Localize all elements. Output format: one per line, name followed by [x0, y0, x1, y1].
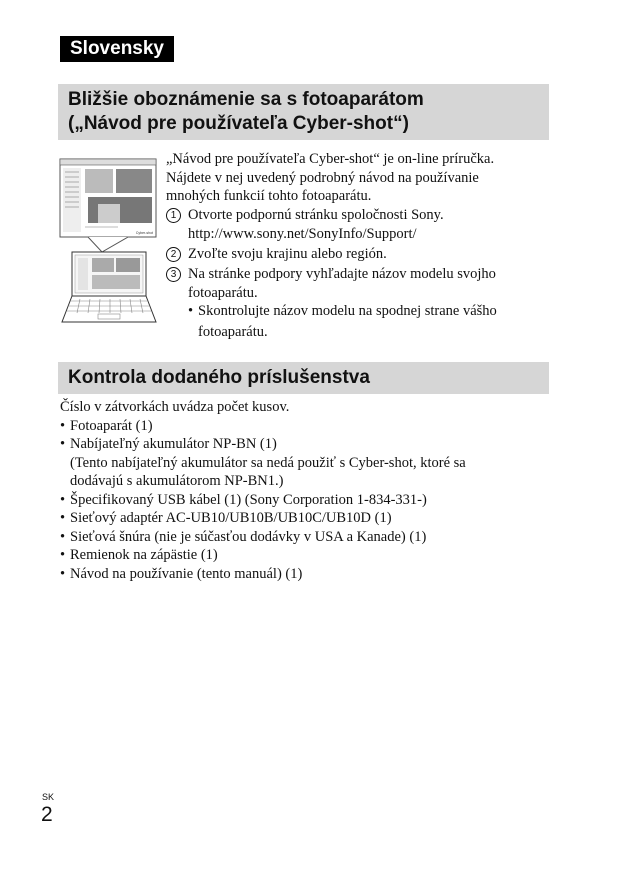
step-3 — [166, 265, 556, 302]
step-number-2: 2 — [166, 247, 181, 262]
bullet-dot: • — [60, 547, 66, 563]
bullet-dot: • — [60, 491, 66, 508]
intro-paragraph — [166, 150, 556, 206]
illustration-label: Cyber-shot — [135, 231, 153, 235]
intro-line: „Návod pre používateľa Cyber-shot“ je on-line príručka. — [166, 151, 495, 167]
bullet-dot: • — [60, 510, 66, 526]
page-number: 2 — [41, 803, 53, 826]
bullet-dot: • — [60, 417, 66, 434]
footer-language-code: SK — [42, 792, 55, 802]
sub-bullet-line: Skontrolujte názov modelu na spodnej strane vášho — [198, 303, 497, 319]
step-3-text: Na stránke podpory vyhľadajte názov modelu svojho — [188, 266, 496, 282]
step-1 — [166, 206, 556, 243]
step-number-1: 1 — [166, 208, 181, 223]
item-text: Nabíjateľný akumulátor NP-BN (1) — [70, 436, 277, 452]
list-item — [60, 565, 560, 584]
item-subtext: dodávajú s akumulátorom NP-BN1.) — [70, 473, 284, 489]
bullet-dot: • — [60, 436, 66, 452]
accessories-lead: Číslo v zátvorkách uvádza počet kusov. — [60, 399, 290, 415]
item-text: Špecifikovaný USB kábel (1) (Sony Corporation 1-834-331-) — [70, 491, 427, 508]
step-1-text: Otvorte podpornú stránku spoločnosti Sony. — [188, 207, 444, 223]
bullet-dot: • — [60, 565, 66, 582]
step-2 — [166, 245, 556, 264]
bullet-dot: • — [60, 528, 66, 545]
step-number-3: 3 — [166, 267, 181, 282]
heading-accessories: Kontrola dodaného príslušenstva — [68, 367, 370, 388]
item-text: Fotoaparát (1) — [70, 417, 153, 434]
section-heading-accessories — [58, 362, 549, 394]
item-subtext: (Tento nabíjateľný akumulátor sa nedá použiť s Cyber-shot, ktoré sa — [70, 454, 466, 471]
list-item — [60, 435, 560, 491]
intro-line: mnohých funkcií tohto fotoaparátu. — [166, 188, 372, 204]
step-2-text: Zvoľte svoju krajinu alebo región. — [188, 246, 387, 262]
support-url[interactable]: http://www.sony.net/SonyInfo/Support/ — [188, 225, 417, 242]
item-text: Remienok na zápästie (1) — [70, 547, 218, 563]
item-text: Návod na používanie (tento manuál) (1) — [70, 565, 303, 582]
list-item — [60, 546, 560, 565]
list-item — [60, 528, 560, 547]
step-3-sub-bullet — [188, 302, 558, 341]
language-tab: Slovensky — [60, 36, 174, 62]
intro-line: Nájdete v nej uvedený podrobný návod na používanie — [166, 169, 479, 186]
item-text: Sieťová šnúra (nie je súčasťou dodávky v USA a Kanade) (1) — [70, 528, 427, 545]
list-item — [60, 491, 560, 510]
bullet-dot: • — [188, 303, 194, 319]
sub-bullet-line: fotoaparátu. — [198, 323, 268, 340]
heading-line-1: Bližšie oboznámenie sa s fotoaparátom — [68, 89, 424, 110]
item-text: Sieťový adaptér AC-UB10/UB10B/UB10C/UB10D (1) — [70, 510, 392, 526]
accessories-list — [60, 398, 560, 583]
list-item — [60, 417, 560, 436]
laptop-help-guide-illustration — [58, 154, 160, 326]
section-heading-camera-guide — [58, 84, 549, 140]
step-3-text-cont: fotoaparátu. — [188, 284, 258, 301]
list-item — [60, 509, 560, 528]
heading-line-2: („Návod pre používateľa Cyber-shot“) — [68, 113, 409, 134]
